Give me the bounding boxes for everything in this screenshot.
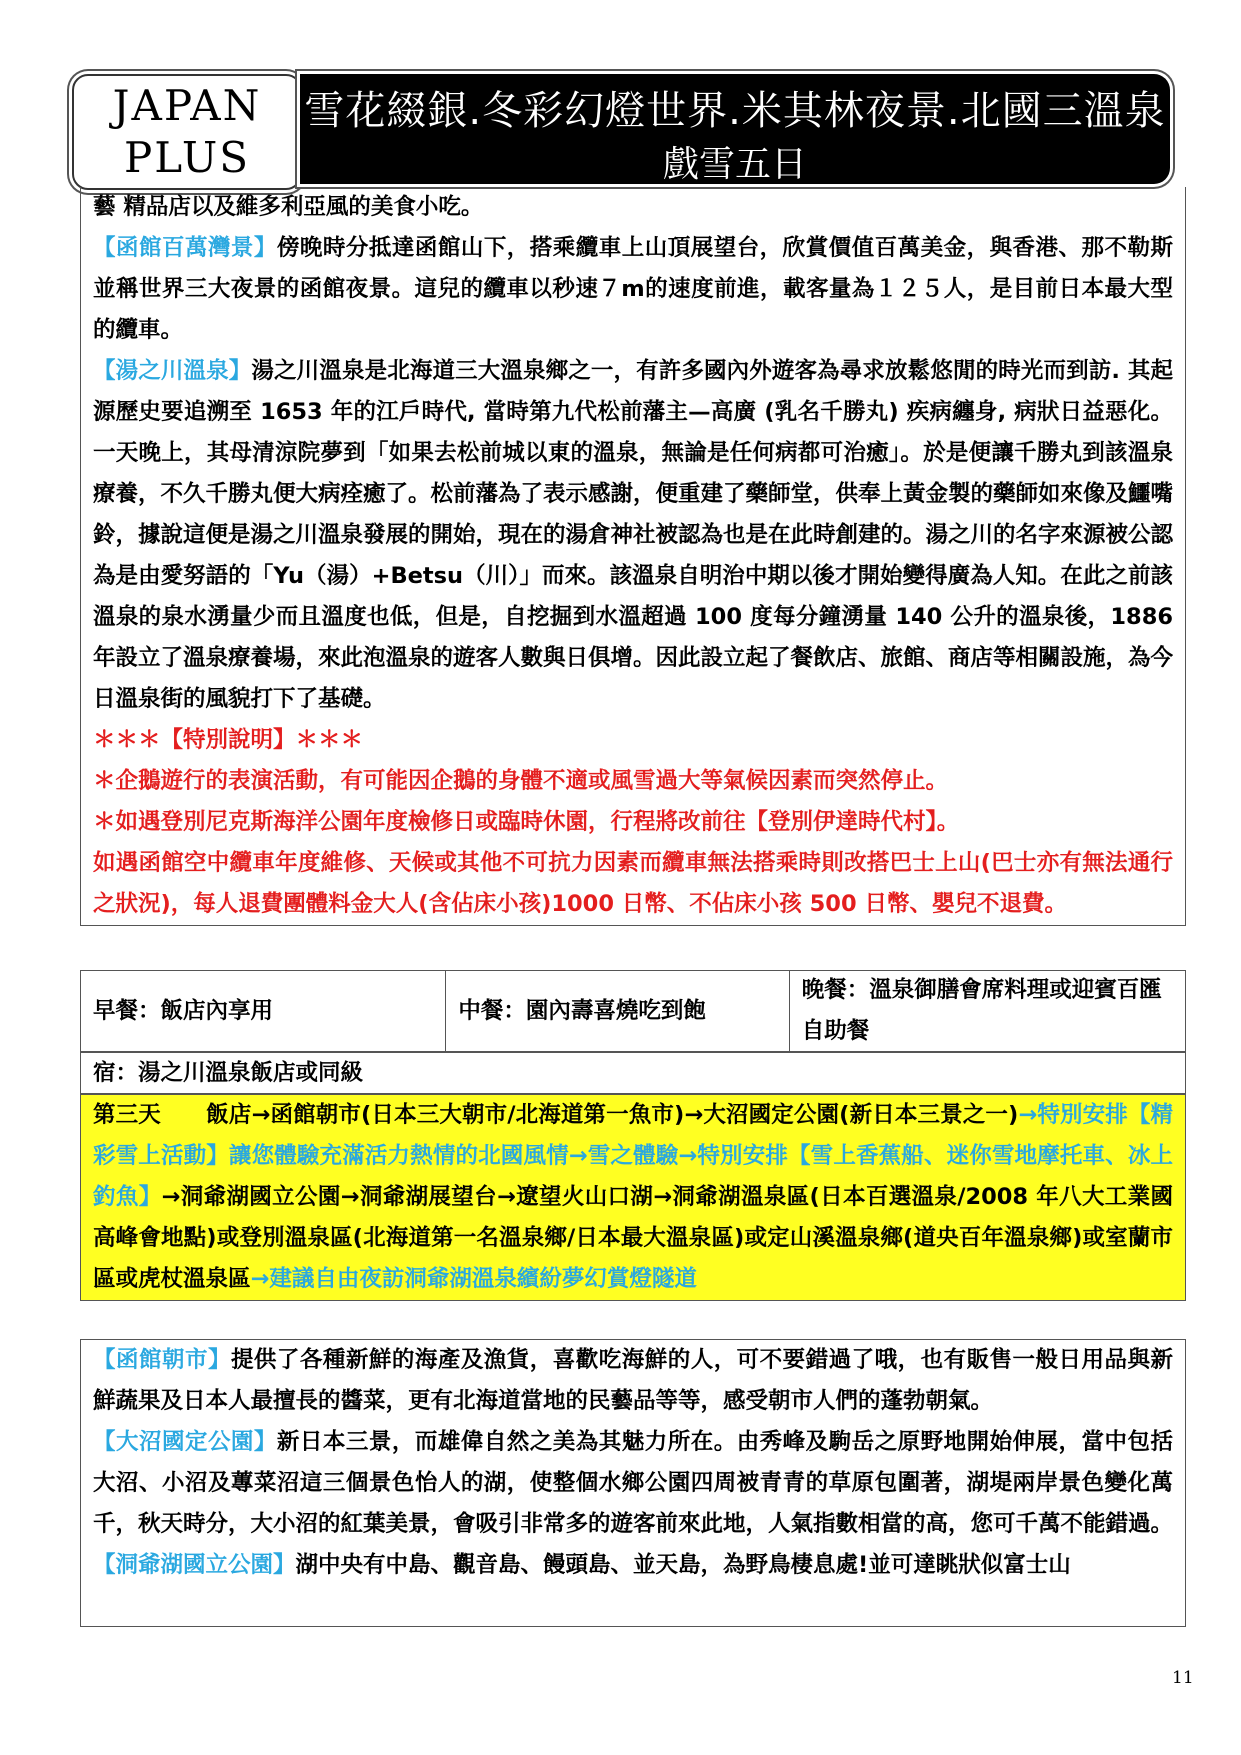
tour-title-line-1: 雪花綴銀.冬彩幻燈世界.米其林夜景.北國三溫泉 [304,88,1166,134]
hakodate-label: 【函館百萬灣景】 [93,235,277,261]
onuma-paragraph [81,1422,1185,1545]
day3-route-part-3: →洞爺湖國立公園→洞爺湖展望台→遼望火山口湖→洞爺湖溫泉區(日本百選溫泉/2008 年八大工業國高峰會地點)或登別溫泉區(北海道第一名溫泉鄉/日本最大溫泉區)或定山溪溫泉鄉(道央百年溫泉鄉)或室蘭市區或虎杖溫泉區 [93,1184,1173,1292]
hotel-text: 宿：湯之川溫泉飯店或同級 [93,1060,364,1086]
lunch-cell [446,971,789,1051]
onuma-text: 新日本三景，而雄偉自然之美為其魅力所在。由秀峰及駒岳之原野地開始伸展，當中包括大沼、小沼及蓴菜沼這三個景色怡人的湖，使整個水鄉公園四周被青青的草原包圍著，湖堤兩岸景色變化萬千，秋天時分，大小沼的紅葉美景，會吸引非常多的遊客前來此地，人氣指數相當的高，您可千萬不能錯過。 [93,1429,1174,1537]
asaichi-label: 【函館朝市】 [93,1347,231,1373]
meals-row [80,970,1186,1052]
lunch-text: 中餐：園內壽喜燒吃到飽 [458,997,706,1024]
yunokawa-label: 【湯之川溫泉】 [93,358,252,384]
special-note-ropeway: 如遇函館空中纜車年度維修、天候或其他不可抗力因素而纜車無法搭乘時則改搭巴士上山(巴士亦有無法通行之狀況)，每人退費團體料金大人(含佔床小孩)1000 日幣、不佔床小孩 500 日幣、嬰兒不退費。 [93,850,1173,917]
intro-paragraph: 藝 精品店以及維多利亞風的美食小吃。 [93,194,484,220]
dinner-text: 晚餐：溫泉御膳會席料理或迎賓百匯自助餐 [801,977,1162,1044]
yunokawa-paragraph [81,351,1185,720]
day3-content-box [80,1339,1186,1627]
breakfast-cell [81,971,446,1051]
tour-title-bar [300,74,1170,184]
hakodate-paragraph [81,228,1185,351]
page-number: 11 [1172,1668,1194,1688]
tour-title-line-2: 戲雪五日 [662,144,807,184]
day3-route-part-1: 第三天 飯店→函館朝市(日本三大朝市/北海道第一魚市)→大沼國定公園(新日本三景之一) [93,1102,1019,1128]
toya-label: 【洞爺湖國立公園】 [93,1552,296,1578]
japan-plus-logo [72,74,302,190]
asaichi-text: 提供了各種新鮮的海產及漁貨，喜歡吃海鮮的人，可不要錯過了哦，也有販售一般日用品與新鮮蔬果及日本人最擅長的醬菜，更有北海道當地的民藝品等等，感受朝市人們的蓬勃朝氣。 [93,1347,1173,1414]
day3-route-box [80,1094,1186,1301]
asaichi-paragraph [81,1340,1185,1422]
day2-content-box [80,187,1186,926]
logo-line-1: JAPAN [112,81,262,130]
day3-route [81,1095,1185,1300]
yunokawa-text: 湯之川溫泉是北海道三大溫泉鄉之一，有許多國內外遊客為尋求放鬆悠閒的時光而到訪. 其起源歷史要追溯至 1653 年的江戶時代, 當時第九代松前藩主—高廣 (乳名千勝丸) 疾病纏身, 病狀日益惡化。一天晚上，其母清涼院夢到「如果去松前城以東的溫泉，無論是任何病都可治癒」。於是便讓千勝丸到該溫泉療養，不久千勝丸便大病痊癒了。松前藩為了表示感謝，便重建了藥師堂，供奉上黃金製的藥師如來像及鱷嘴鈴，據說這便是湯之川溫泉發展的開始，現在的湯倉神社被認為也是在此時創建的。湯之川的名字來源被公認為是由愛努語的「Yu（湯）+Betsu（川）」而來。該溫泉自明治中期以後才開始變得廣為人知。在此之前該溫泉的泉水湧量少而且溫度也低，但是，自挖掘到水溫超過 100 度每分鐘湧量 140 公升的溫泉後，1886 年設立了溫泉療養場，來此泡溫泉的遊客人數與日俱增。因此設立起了餐飲店、旅館、商店等相關設施，為今日溫泉街的風貌打下了基礎。 [93,358,1174,712]
toya-text: 湖中央有中島、觀音島、饅頭島、並天島，為野鳥棲息處!並可達眺狀似富士山 [295,1552,1071,1578]
day3-route-part-4: →建議自由夜訪洞爺湖溫泉繽紛夢幻賞燈隧道 [250,1266,697,1292]
special-note-penguin: ＊企鵝遊行的表演活動，有可能因企鵝的身體不適或風雪過大等氣候因素而突然停止。 [93,768,949,794]
day3-route-part-2: →特別安排【精彩雪上活動】讓您體驗充滿活力熱情的北國風情→雪之體驗→特別安排【雪上香蕉船、迷你雪地摩托車、冰上釣魚】 [93,1102,1174,1210]
special-note-nixe: ＊如遇登別尼克斯海洋公園年度檢修日或臨時休園，行程將改前往【登別伊達時代村】。 [93,809,960,835]
toya-paragraph [81,1545,1185,1586]
hakodate-text: 傍晚時分抵達函館山下，搭乘纜車上山頂展望台，欣賞價值百萬美金，與香港、那不勒斯並稱世界三大夜景的函館夜景。這兒的纜車以秒速７m的速度前進，載客量為１２５人，是目前日本最大型的纜車。 [93,235,1173,343]
hotel-row [80,1052,1186,1094]
onuma-label: 【大沼國定公園】 [93,1429,277,1455]
breakfast-text: 早餐：飯店內享用 [93,997,274,1024]
special-notes-heading: ＊＊＊【特別說明】＊＊＊ [93,727,364,753]
logo-line-2: PLUS [123,133,251,182]
dinner-cell [790,971,1185,1051]
